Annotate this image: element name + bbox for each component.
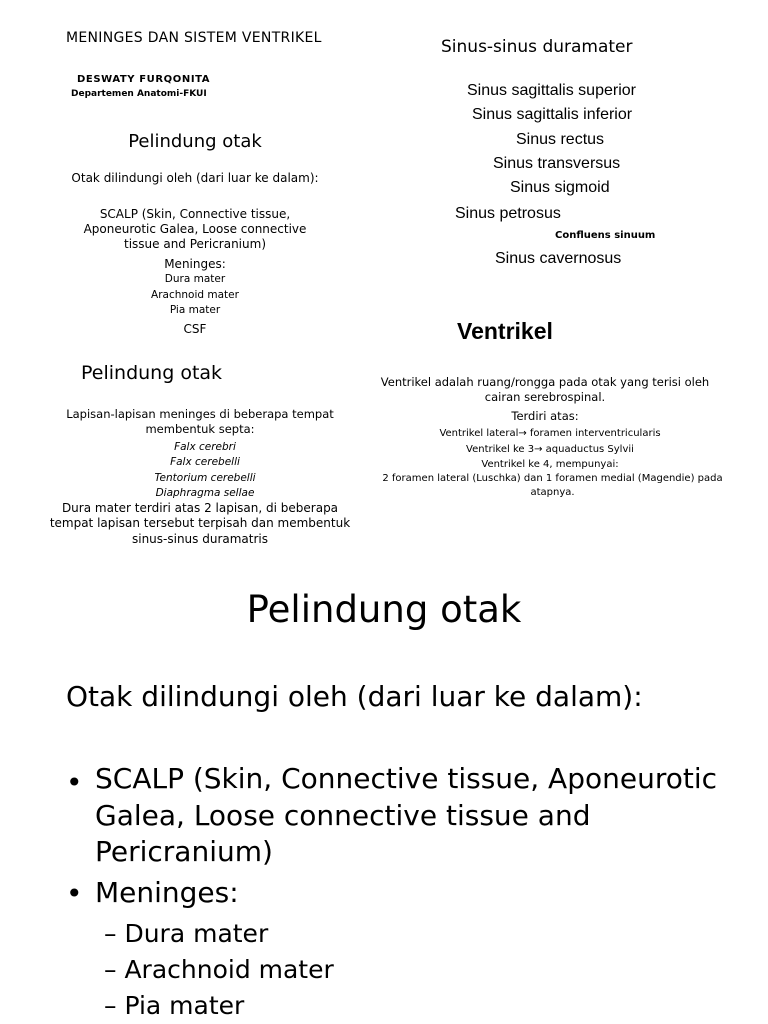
sinus-item: Sinus cavernosus [495,250,622,267]
septum-item: Tentorium cerebelli [154,471,256,484]
ventrikel-item: Ventrikel ke 3→ aquaductus Sylvii [466,443,634,455]
ventrikel-list [380,426,720,473]
slide2-dura-text: Dura mater terdiri atas 2 lapisan, di beberapa tempat lapisan tersebut terpisah dan membentuk sinus-sinus duramatris [49,501,351,546]
ventrikel-title: Ventrikel [457,318,553,344]
slide1-layer-arachnoid: Arachnoid mater [151,288,239,301]
ventrikel-terdiri: Terdiri atas: [511,409,579,423]
department-name: Departemen Anatomi-FKUI [71,89,207,99]
slide1-scalp: SCALP (Skin, Connective tissue, Aponeurotic Galea, Loose connective tissue and Pericranium) [83,207,307,251]
author-name: DESWATY FURQONITA [77,74,211,85]
sinus-item: Sinus transversus [493,155,621,172]
big-slide-layer-pia: – Pia mater [104,991,245,1020]
slide1-intro: Otak dilindungi oleh (dari luar ke dalam): [71,171,319,185]
slide2-body: Lapisan-lapisan meninges di beberapa tempat membentuk septa: [66,407,334,436]
slide1-csf: CSF [183,321,207,336]
big-slide-layer-arachnoid: – Arachnoid mater [104,955,334,984]
ventrikel-item: Ventrikel lateral→ foramen interventricularis [439,428,661,439]
septum-item: Diaphragma sellae [155,486,255,499]
ventrikel-foramen-text: 2 foramen lateral (Luschka) dan 1 foramen medial (Magendie) pada atapnya. [382,473,723,498]
sinus-item: Sinus sagittalis superior [467,82,636,99]
big-slide-title: Pelindung otak [246,588,522,631]
big-slide-meninges: Meninges: [95,876,239,909]
confluens-label: Confluens sinuum [555,230,656,241]
slide1-title: Pelindung otak [128,131,262,152]
slide1-layer-dura: Dura mater [164,273,226,285]
big-slide-scalp: SCALP (Skin, Connective tissue, Aponeurotic Galea, Loose connective tissue and Pericranium) [95,762,718,868]
ventrikel-definition: Ventrikel adalah ruang/rongga pada otak yang terisi oleh cairan serebrospinal. [380,375,710,404]
slide2-title: Pelindung otak [81,362,223,384]
slide1-meninges-label: Meninges: [164,257,226,271]
septum-item: Falx cerebelli [170,456,240,469]
sinus-item: Sinus sigmoid [510,179,610,196]
sinus-item: Sinus petrosus [455,205,561,222]
bullet-dot: • [66,877,83,910]
sinus-item: Sinus sagittalis inferior [472,106,633,123]
septum-item: Falx cerebri [174,441,236,453]
slide2-septa-list [95,440,315,501]
sinus-item: Sinus rectus [516,131,605,148]
big-slide-intro: Otak dilindungi oleh (dari luar ke dalam): [66,680,643,713]
slide1-meninges-block [95,257,295,339]
document-title: MENINGES DAN SISTEM VENTRIKEL [66,30,322,46]
bullet-dot: • [66,766,83,799]
sinus-title: Sinus-sinus duramater [441,37,633,57]
ventrikel-item: Ventrikel ke 4, mempunyai: [481,459,619,470]
big-slide-layer-dura: – Dura mater [104,919,269,948]
slide1-layer-pia: Pia mater [169,304,221,316]
